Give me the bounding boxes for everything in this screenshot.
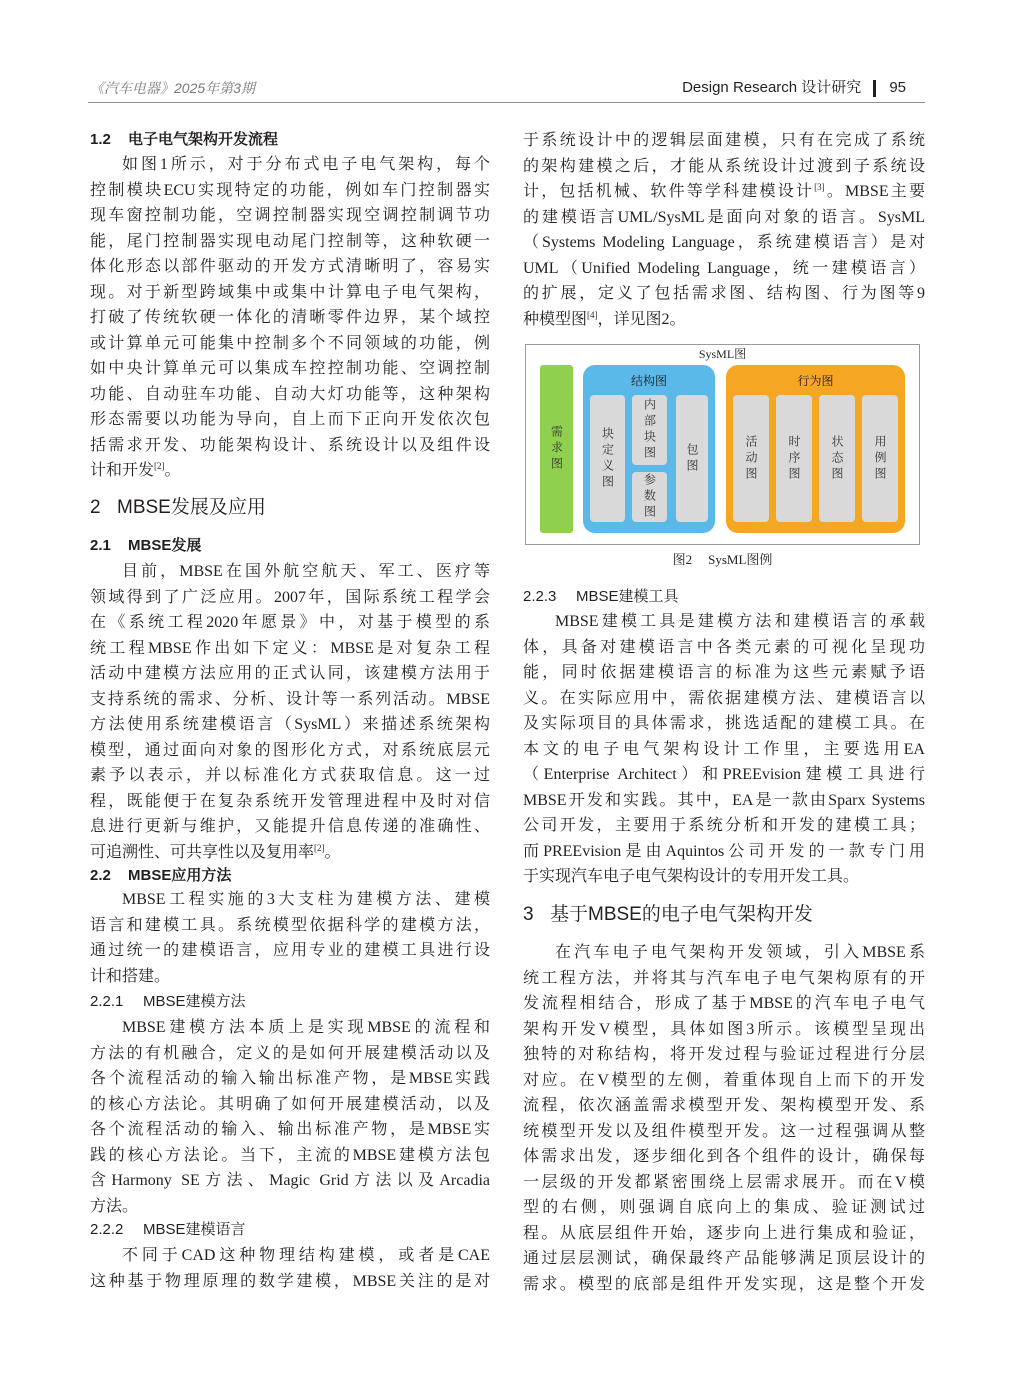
package-diagram-box (676, 395, 708, 522)
text-line: 控制模块ECU实现特定的功能，例如车门控制器实 (90, 181, 490, 199)
text-line: 统模型开发以及组件模型开发。这一过程强调从整 (523, 1122, 925, 1140)
text-line: 各个流程活动的输入、输出标准产物，是MBSE实 (90, 1121, 490, 1138)
text-line: 息进行更新与维护，又能提升信息传递的准确性、 (90, 818, 490, 835)
text-line: （Systems Modeling Language，系统建模语言）是对 (523, 234, 925, 251)
section-title: MBSE发展及应用 (117, 497, 266, 518)
section-title: MBSE建模工具 (576, 588, 679, 605)
text-line: 践的核心方法论。当下，主流的MBSE建模方法包 (90, 1146, 490, 1164)
line-text: 。MBSE主要 (824, 183, 925, 200)
text-line: 计和搭建。 (90, 967, 171, 985)
text-line: 的核心方法论。其明确了如何开展建模活动，以及 (90, 1095, 490, 1113)
separator-bar (873, 80, 876, 97)
text-line: 活动中建模方法应用的正式认同，该建模方法用于 (90, 665, 490, 682)
text-line: 公司开发，主要用于系统分析和开发的建模工具； (523, 817, 925, 834)
text-line: MBSE开发和实践。其中，EA是一款由Sparx Systems (523, 791, 925, 809)
text-line: 目前，MBSE在国外航空航天、军工、医疗等 (122, 563, 490, 580)
diagram-label: 参数图 (642, 473, 657, 521)
line-text: 。 (164, 462, 181, 479)
text-line: 模型，通过面向对象的图形化方式，对系统底层元 (90, 741, 490, 759)
requirement-diagram-label: 需求图 (549, 425, 564, 473)
section-number: 2.2.3 (523, 588, 557, 605)
text-line: 程。从底层组件开始，逐步向上进行集成和验证， (523, 1224, 925, 1242)
section-number: 2.2.2 (90, 1221, 124, 1238)
text-line: 现。对于新型跨域集中或集中计算电子电气架构， (90, 283, 490, 301)
text-line: MBSE建模工具是建模方法和建模语言的承载 (555, 613, 925, 630)
paragraph-2-1 (90, 559, 490, 865)
text-line: 不同于CAD这种物理结构建模，或者是CAE (122, 1247, 490, 1264)
text-line: 这种基于物理原理的数学建模，MBSE关注的是对 (90, 1272, 490, 1290)
text-line (90, 840, 490, 866)
journal-issue: 《汽车电器》2025年第3期 (90, 80, 255, 96)
structure-diagram-group (583, 365, 715, 533)
paragraph-1-2 (90, 152, 490, 484)
sequence-diagram-box (776, 395, 812, 522)
text-line: 架构开发V模型，具体如图3所示。该模型呈现出 (523, 1020, 925, 1038)
text-line: 的架构建模之后，才能从系统设计过渡到子系统设 (523, 157, 925, 175)
line-text: 计，包括机械、软件等学科建模设计 (523, 183, 815, 200)
text-line: 打破了传统软硬一体化的清晰零件边界，某个域控 (90, 309, 490, 326)
text-line (523, 179, 925, 205)
paragraph-3 (523, 940, 925, 1297)
use-case-diagram-box (862, 395, 898, 522)
text-line: 领域得到了广泛应用。2007年，国际系统工程学会 (90, 588, 490, 606)
text-line: （Enterprise Architect）和PREEvision建模工具进行 (523, 766, 925, 783)
text-line: 一层级的开发都紧密围绕上层需求展开。而在V模 (523, 1173, 925, 1191)
text-line: 形态需要以功能为导向，自上而下正向开发依次包 (90, 411, 490, 428)
diagram-label: 时序图 (787, 434, 801, 483)
text-line: 体，具备对建模语言中各类元素的可视化呈现功 (523, 638, 925, 656)
text-line (523, 307, 925, 333)
text-line: 而PREEvision是由Aquintos公司开发的一款专门用 (523, 842, 925, 860)
section-heading-2-2-1 (90, 989, 490, 1015)
section-heading-2 (90, 494, 490, 522)
text-line: 方法。 (90, 1197, 139, 1215)
text-line: 方法的有机融合，定义的是如何开展建模活动以及 (90, 1044, 490, 1062)
diagram-label: 状态图 (830, 434, 844, 483)
behavior-diagram-group (726, 365, 905, 533)
requirement-diagram-box (540, 365, 573, 533)
figure-title: SysML图 (698, 347, 747, 361)
line-text: ，详见图2。 (597, 310, 686, 328)
section-title: MBSE发展 (128, 537, 202, 554)
section-number: 2.2.1 (90, 993, 124, 1010)
paragraph-2-2 (90, 887, 490, 989)
text-line: 在汽车电子电气架构开发领域，引入MBSE系 (555, 944, 925, 961)
text-line: 素予以表示，并以标准化方式获取信息。这一过 (90, 767, 490, 784)
diagram-label: 活动图 (744, 434, 758, 483)
internal-block-diagram-box (632, 395, 667, 465)
citation-marker: [3] (814, 182, 825, 192)
page-number: 95 (889, 79, 906, 96)
figure-number: 图2 (672, 552, 693, 567)
text-line: 或计算单元可能集中控制多个不同领域的功能，例 (90, 334, 490, 352)
diagram-label: 块定义图 (600, 426, 615, 491)
paragraph-2-2-3 (523, 609, 925, 890)
text-line: 在《系统工程2020年愿景》中，对基于模型的系 (90, 614, 490, 631)
section-number: 2.2 (90, 867, 111, 884)
text-line: 体化形态以部件驱动的开发方式清晰明了，容易实 (90, 258, 490, 275)
section-heading-2-2-2 (90, 1217, 490, 1243)
text-line: 的扩展，定义了包括需求图、结构图、行为图等9 (523, 285, 925, 302)
citation-marker: [4] (587, 309, 598, 320)
text-line: 含Harmony SE方法、Magic Grid方法以及Arcadia (90, 1172, 490, 1189)
state-machine-diagram-box (819, 395, 855, 522)
section-heading-1-2 (90, 127, 490, 153)
line-text: 计和开发 (90, 462, 155, 479)
parametric-diagram-box (632, 472, 667, 522)
text-line: 对应。在V模型的左侧，着重体现自上而下的开发 (523, 1071, 925, 1089)
section-title: MBSE应用方法 (128, 867, 232, 884)
text-line: 于实现汽车电子电气架构设计的专用开发工具。 (523, 868, 860, 885)
text-line: 程，既能便于在复杂系统开发管理进程中及时对信 (90, 792, 490, 810)
paragraph-2-2-1 (90, 1015, 490, 1219)
text-line: 独特的对称结构，将开发过程与验证过程进行分层 (523, 1046, 925, 1063)
section-name: Design Research 设计研究 (682, 79, 862, 96)
figure-caption (525, 550, 920, 570)
header-rule (88, 102, 925, 103)
diagram-label: 包图 (685, 442, 699, 475)
text-line: 方法使用系统建模语言（SysML）来描述系统架构 (90, 716, 490, 733)
section-title: 电子电气架构开发流程 (128, 131, 279, 148)
block-definition-diagram-box (590, 395, 625, 522)
text-line: 型的右侧，则强调自底向上的集成、验证测试过 (523, 1199, 925, 1216)
text-line: 现车窗控制功能，空调控制器实现空调控制调节功 (90, 207, 490, 224)
section-heading-2-2-3 (523, 584, 925, 610)
text-line: 如图1所示，对于分布式电子电气架构，每个 (122, 156, 490, 173)
section-number: 2.1 (90, 537, 111, 554)
text-line: 体需求出发，逐步细化到各个组件的设计，确保每 (523, 1148, 925, 1165)
figure-caption-text: SysML图例 (708, 552, 773, 567)
text-line: MBSE建模方法本质上是实现MBSE的流程和 (122, 1019, 490, 1036)
text-line: 本文的电子电气架构设计工作里，主要选用EA (523, 740, 925, 758)
line-text: 。 (324, 843, 341, 861)
section-title: MBSE建模方法 (143, 993, 246, 1010)
text-line (90, 458, 490, 484)
text-line: 能，同时依据建模语言的标准为这些元素赋予语 (523, 664, 925, 681)
text-line: 能，尾门控制器实现电动尾门控制等，这种软硬一 (90, 232, 490, 250)
activity-diagram-box (733, 395, 769, 522)
line-text: 种模型图 (523, 310, 588, 328)
paragraph-2-2-2-part-2 (523, 128, 925, 332)
text-line: 通过统一的建模语言，应用专业的建模工具进行设 (90, 942, 490, 959)
figure-2-sysml-diagrams (525, 344, 920, 545)
text-line: UML（Unified Modeling Language，统一建模语言） (523, 259, 925, 277)
text-line: 支持系统的需求、分析、设计等一系列活动。MBSE (90, 690, 490, 708)
section-number: 3 (523, 904, 534, 925)
text-line: 语言和建模工具。系统模型依据科学的建模方法， (90, 916, 490, 934)
text-line: 需求。模型的底部是组件开发实现，这是整个开发 (523, 1275, 925, 1293)
section-number: 2 (90, 497, 101, 518)
text-line: 义。在实际应用中，需依据建模方法、建模语言以 (523, 689, 925, 707)
line-text: 可追溯性、可共享性以及复用率 (90, 843, 315, 861)
text-line: 流程，依次涵盖需求模型开发、架构模型开发、系 (523, 1097, 925, 1114)
citation-marker: [2] (154, 461, 165, 471)
text-line: 功能、自动驻车功能、自动大灯功能等，这种架构 (90, 385, 490, 403)
text-line: MBSE工程实施的3大支柱为建模方法、建模 (122, 891, 490, 908)
text-line: 如中央计算单元可以集成车控控制功能、空调控制 (90, 360, 490, 377)
paragraph-2-2-2-part-1 (90, 1243, 490, 1294)
text-line: 各个流程活动的输入输出标准产物，是MBSE实践 (90, 1070, 490, 1087)
text-line: 及实际项目的具体需求，挑选适配的建模工具。在 (523, 715, 925, 732)
text-line: 括需求开发、功能架构设计、系统设计以及组件设 (90, 436, 490, 454)
section-title: 基于MBSE的电子电气架构开发 (550, 904, 813, 925)
text-line: 统工程MBSE作出如下定义：MBSE是对复杂工程 (90, 639, 490, 657)
section-title: MBSE建模语言 (143, 1221, 246, 1238)
citation-marker: [2] (314, 842, 325, 853)
text-line: 通过层层测试，确保最终产品能够满足顶层设计的 (523, 1250, 925, 1267)
behavior-group-label: 行为图 (797, 374, 834, 388)
section-heading-2-2 (90, 863, 490, 889)
section-number: 1.2 (90, 131, 111, 148)
running-head (682, 79, 906, 97)
diagram-label: 内部块图 (642, 398, 657, 462)
section-heading-2-1 (90, 533, 490, 559)
text-line: 统工程方法，并将其与汽车电子电气架构原有的开 (523, 969, 925, 987)
diagram-label: 用例图 (873, 434, 887, 483)
structure-group-label: 结构图 (630, 374, 667, 388)
text-line: 的建模语言UML/SysML是面向对象的语言。SysML (523, 208, 925, 226)
text-line: 发流程相结合，形成了基于MBSE的汽车电子电气 (523, 995, 925, 1012)
text-line: 于系统设计中的逻辑层面建模，只有在完成了系统 (523, 132, 925, 149)
section-heading-3 (523, 901, 925, 929)
